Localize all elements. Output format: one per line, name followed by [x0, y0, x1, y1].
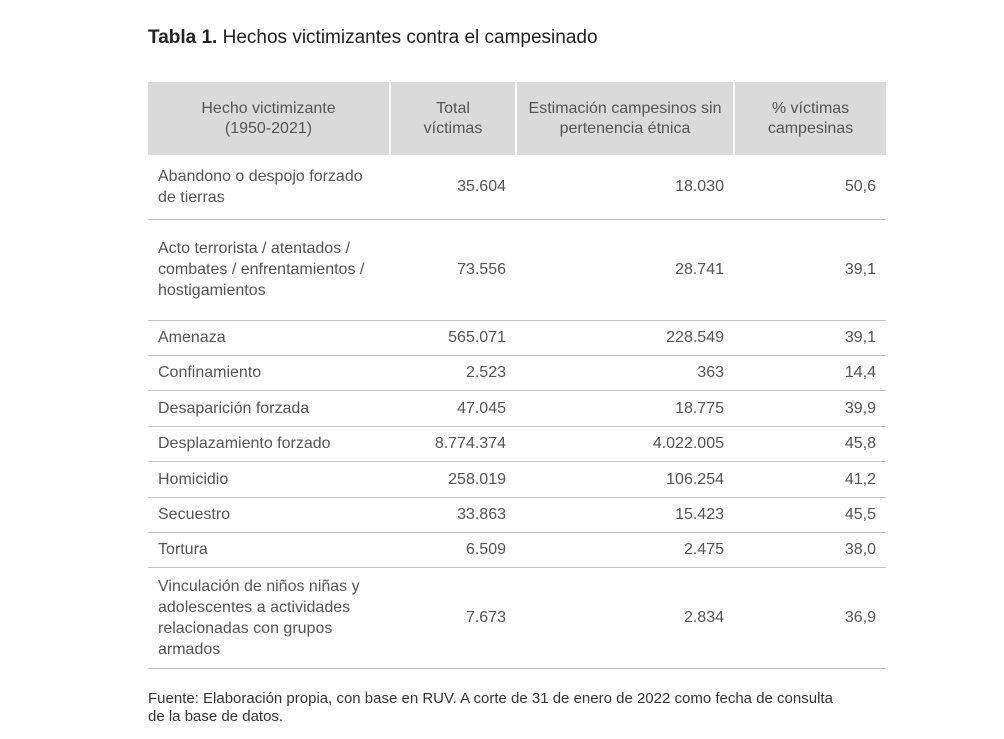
- cell-estimacion: 363: [516, 355, 734, 390]
- table-caption: Hechos victimizantes contra el campesinado: [222, 27, 598, 48]
- cell-hecho: Amenaza: [148, 320, 390, 355]
- table-row: [148, 155, 886, 219]
- cell-estimacion: 106.254: [516, 461, 734, 497]
- header-row: [148, 82, 886, 155]
- cell-estimacion: 2.475: [516, 532, 734, 567]
- cell-pct: 45,8: [734, 426, 886, 461]
- table-title: [148, 27, 598, 49]
- table-row: [148, 390, 886, 426]
- cell-hecho: Vinculación de niños niñas y adolescentes a actividades relacionadas con grupos armados: [148, 567, 390, 668]
- cell-pct: 38,0: [734, 532, 886, 567]
- cell-estimacion: 4.022.005: [516, 426, 734, 461]
- header-pct: % víctimas campesinas: [734, 82, 886, 155]
- cell-hecho: Homicidio: [148, 461, 390, 497]
- cell-hecho: Secuestro: [148, 497, 390, 532]
- cell-total: 7.673: [390, 567, 516, 668]
- table-row: [148, 461, 886, 497]
- cell-total: 35.604: [390, 155, 516, 219]
- cell-estimacion: 15.423: [516, 497, 734, 532]
- cell-pct: 36,9: [734, 567, 886, 668]
- cell-hecho: Desplazamiento forzado: [148, 426, 390, 461]
- table-row: [148, 532, 886, 567]
- cell-total: 565.071: [390, 320, 516, 355]
- header-estimacion: Estimación campesinos sin pertenencia étnica: [516, 82, 734, 155]
- cell-total: 47.045: [390, 390, 516, 426]
- table-row: [148, 567, 886, 668]
- cell-estimacion: 2.834: [516, 567, 734, 668]
- source-footnote: Fuente: Elaboración propia, con base en RUV. A corte de 31 de enero de 2022 como fecha de consulta de la base de datos.: [148, 690, 833, 725]
- header-hecho: Hecho victimizante (1950-2021): [148, 82, 390, 155]
- cell-estimacion: 228.549: [516, 320, 734, 355]
- table-number: Tabla 1.: [148, 27, 218, 48]
- cell-pct: 45,5: [734, 497, 886, 532]
- cell-pct: 41,2: [734, 461, 886, 497]
- cell-total: 8.774.374: [390, 426, 516, 461]
- cell-pct: 39,9: [734, 390, 886, 426]
- table-row: [148, 320, 886, 355]
- cell-hecho: Acto terrorista / atentados / combates / enfrentamientos / hostigamientos: [148, 219, 390, 320]
- cell-total: 2.523: [390, 355, 516, 390]
- table-row: [148, 355, 886, 390]
- cell-estimacion: 28.741: [516, 219, 734, 320]
- cell-pct: 50,6: [734, 155, 886, 219]
- cell-total: 6.509: [390, 532, 516, 567]
- cell-total: 33.863: [390, 497, 516, 532]
- cell-total: 258.019: [390, 461, 516, 497]
- cell-hecho: Abandono o despojo forzado de tierras: [148, 155, 390, 219]
- cell-estimacion: 18.775: [516, 390, 734, 426]
- cell-estimacion: 18.030: [516, 155, 734, 219]
- table-row: [148, 497, 886, 532]
- table-row: [148, 426, 886, 461]
- cell-pct: 39,1: [734, 320, 886, 355]
- header-total: Total víctimas: [390, 82, 516, 155]
- cell-pct: 39,1: [734, 219, 886, 320]
- victimization-table: [148, 82, 886, 669]
- table-row: [148, 219, 886, 320]
- cell-pct: 14,4: [734, 355, 886, 390]
- cell-hecho: Tortura: [148, 532, 390, 567]
- cell-hecho: Desaparición forzada: [148, 390, 390, 426]
- cell-total: 73.556: [390, 219, 516, 320]
- cell-hecho: Confinamiento: [148, 355, 390, 390]
